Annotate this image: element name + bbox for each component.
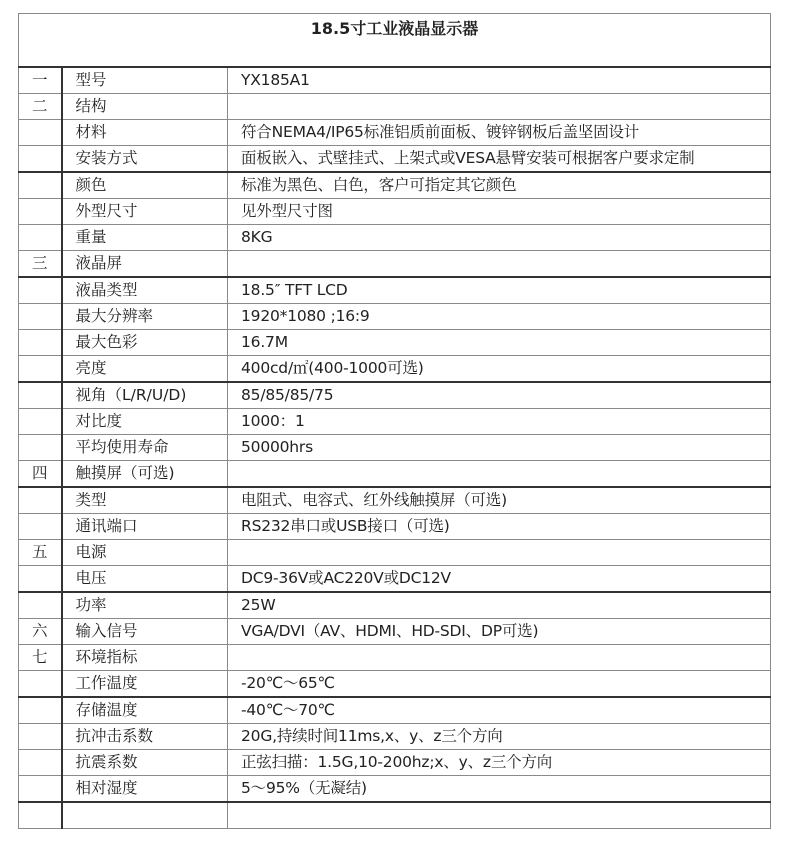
section-number xyxy=(19,225,62,251)
spec-name: 平均使用寿命 xyxy=(62,435,228,461)
table-row xyxy=(19,750,771,776)
spec-table xyxy=(18,13,771,829)
spec-name: 安装方式 xyxy=(62,146,228,173)
table-title: 18.5寸工业液晶显示器 xyxy=(19,14,771,68)
spec-name: 最大分辨率 xyxy=(62,304,228,330)
section-number xyxy=(19,277,62,304)
table-row xyxy=(19,94,771,120)
spec-value: DC9-36V或AC220V或DC12V xyxy=(228,566,771,593)
table-row xyxy=(19,146,771,173)
spec-value xyxy=(228,540,771,566)
spec-value: 50000hrs xyxy=(228,435,771,461)
spec-value: 电阻式、电容式、红外线触摸屏（可选) xyxy=(228,487,771,514)
spec-name: 外型尺寸 xyxy=(62,199,228,225)
spec-name: 抗冲击系数 xyxy=(62,724,228,750)
table-row xyxy=(19,409,771,435)
section-number xyxy=(19,330,62,356)
table-row xyxy=(19,776,771,803)
table-row xyxy=(19,566,771,593)
spec-value: 标准为黑色、白色，客户可指定其它颜色 xyxy=(228,172,771,199)
table-row xyxy=(19,330,771,356)
table-row xyxy=(19,382,771,409)
spec-name: 液晶类型 xyxy=(62,277,228,304)
section-number xyxy=(19,776,62,803)
table-row xyxy=(19,199,771,225)
table-row xyxy=(19,120,771,146)
table-row xyxy=(19,802,771,829)
section-number xyxy=(19,356,62,383)
section-number: 七 xyxy=(19,645,62,671)
section-number xyxy=(19,199,62,225)
section-number xyxy=(19,487,62,514)
title-row xyxy=(19,14,771,68)
spec-value: 面板嵌入、式壁挂式、上架式或VESA悬臂安装可根据客户要求定制 xyxy=(228,146,771,173)
spec-value: 正弦扫描：1.5G,10-200hz;x、y、z三个方向 xyxy=(228,750,771,776)
table-row xyxy=(19,251,771,278)
section-number: 五 xyxy=(19,540,62,566)
section-number xyxy=(19,304,62,330)
section-number: 四 xyxy=(19,461,62,488)
section-number xyxy=(19,172,62,199)
spec-value: RS232串口或USB接口（可选) xyxy=(228,514,771,540)
spec-value: 400cd/㎡(400-1000可选) xyxy=(228,356,771,383)
spec-table-body xyxy=(19,14,771,829)
section-number: 一 xyxy=(19,67,62,94)
section-number xyxy=(19,697,62,724)
spec-value: 1000：1 xyxy=(228,409,771,435)
section-number xyxy=(19,592,62,619)
spec-name: 工作温度 xyxy=(62,671,228,698)
table-row xyxy=(19,619,771,645)
section-number xyxy=(19,750,62,776)
table-row xyxy=(19,172,771,199)
section-number xyxy=(19,671,62,698)
spec-value: 16.7M xyxy=(228,330,771,356)
spec-value: -40℃～70℃ xyxy=(228,697,771,724)
spec-value: 符合NEMA4/IP65标准铝质前面板、镀锌钢板后盖坚固设计 xyxy=(228,120,771,146)
table-row xyxy=(19,487,771,514)
spec-value: YX185A1 xyxy=(228,67,771,94)
table-row xyxy=(19,435,771,461)
spec-name: 通讯端口 xyxy=(62,514,228,540)
spec-value: 5～95%（无凝结) xyxy=(228,776,771,803)
spec-name: 型号 xyxy=(62,67,228,94)
spec-name: 相对湿度 xyxy=(62,776,228,803)
table-row xyxy=(19,592,771,619)
spec-value xyxy=(228,94,771,120)
spec-name: 亮度 xyxy=(62,356,228,383)
spec-value: VGA/DVI（AV、HDMI、HD-SDI、DP可选) xyxy=(228,619,771,645)
spec-value: 8KG xyxy=(228,225,771,251)
spec-name: 功率 xyxy=(62,592,228,619)
spec-name: 环境指标 xyxy=(62,645,228,671)
table-row xyxy=(19,225,771,251)
spec-value xyxy=(228,251,771,278)
spec-name: 触摸屏（可选) xyxy=(62,461,228,488)
section-number xyxy=(19,802,62,829)
table-row xyxy=(19,540,771,566)
spec-name xyxy=(62,802,228,829)
table-row xyxy=(19,671,771,698)
table-row xyxy=(19,67,771,94)
spec-value xyxy=(228,645,771,671)
section-number: 三 xyxy=(19,251,62,278)
spec-value: 1920*1080 ;16:9 xyxy=(228,304,771,330)
section-number xyxy=(19,514,62,540)
spec-value xyxy=(228,461,771,488)
spec-name: 存储温度 xyxy=(62,697,228,724)
section-number xyxy=(19,146,62,173)
spec-name: 视角（L/R/U/D) xyxy=(62,382,228,409)
section-number xyxy=(19,382,62,409)
section-number xyxy=(19,724,62,750)
table-row xyxy=(19,697,771,724)
spec-name: 对比度 xyxy=(62,409,228,435)
section-number: 二 xyxy=(19,94,62,120)
spec-name: 电源 xyxy=(62,540,228,566)
spec-value: 18.5″ TFT LCD xyxy=(228,277,771,304)
spec-value xyxy=(228,802,771,829)
spec-name: 输入信号 xyxy=(62,619,228,645)
spec-value: 25W xyxy=(228,592,771,619)
table-row xyxy=(19,277,771,304)
section-number xyxy=(19,409,62,435)
table-row xyxy=(19,356,771,383)
section-number: 六 xyxy=(19,619,62,645)
spec-value: -20℃～65℃ xyxy=(228,671,771,698)
spec-name: 液晶屏 xyxy=(62,251,228,278)
spec-value: 85/85/85/75 xyxy=(228,382,771,409)
spec-name: 颜色 xyxy=(62,172,228,199)
section-number xyxy=(19,120,62,146)
section-number xyxy=(19,566,62,593)
spec-value: 见外型尺寸图 xyxy=(228,199,771,225)
spec-name: 抗震系数 xyxy=(62,750,228,776)
table-row xyxy=(19,514,771,540)
table-row xyxy=(19,461,771,488)
spec-name: 电压 xyxy=(62,566,228,593)
spec-name: 材料 xyxy=(62,120,228,146)
section-number xyxy=(19,435,62,461)
table-row xyxy=(19,645,771,671)
table-row xyxy=(19,724,771,750)
spec-name: 类型 xyxy=(62,487,228,514)
spec-value: 20G,持续时间11ms,x、y、z三个方向 xyxy=(228,724,771,750)
spec-name: 结构 xyxy=(62,94,228,120)
spec-name: 最大色彩 xyxy=(62,330,228,356)
table-row xyxy=(19,304,771,330)
spec-name: 重量 xyxy=(62,225,228,251)
